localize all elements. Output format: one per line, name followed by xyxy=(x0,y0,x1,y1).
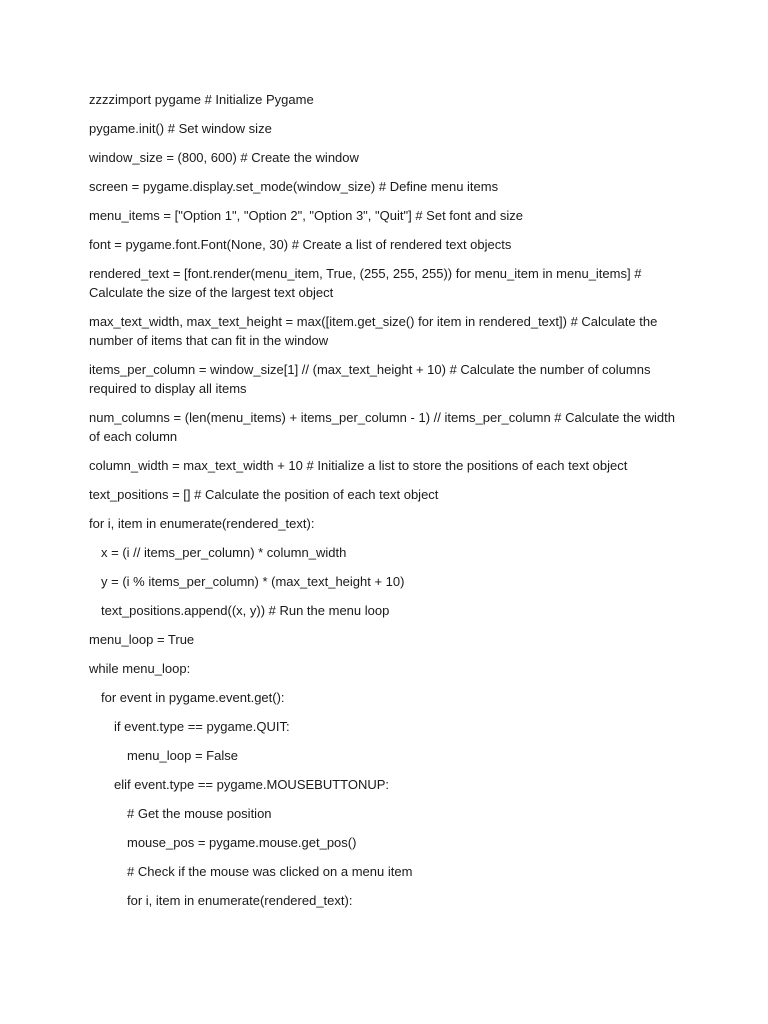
text-line: menu_items = ["Option 1", "Option 2", "Option 3", "Quit"] # Set font and size xyxy=(89,208,524,223)
text-line: # Check if the mouse was clicked on a menu item xyxy=(127,864,413,879)
text-line: # Get the mouse position xyxy=(127,806,272,821)
text-line: pygame.init() # Set window size xyxy=(89,121,272,136)
text-line: rendered_text = [font.render(menu_item, True, (255, 255, 255)) for menu_item in menu_items] # Calculate the size of the largest text object xyxy=(89,266,646,300)
text-line: max_text_width, max_text_height = max([item.get_size() for item in rendered_text]) # Calculate the number of items that can fit in the window xyxy=(89,314,661,348)
text-line: items_per_column = window_size[1] // (max_text_height + 10) # Calculate the number of columns required to display all items xyxy=(89,362,655,396)
text-line: num_columns = (len(menu_items) + items_per_column - 1) // items_per_column # Calculate the width of each column xyxy=(89,410,679,444)
text-line: window_size = (800, 600) # Create the window xyxy=(89,150,359,165)
text-line: mouse_pos = pygame.mouse.get_pos() xyxy=(127,835,357,850)
text-line: column_width = max_text_width + 10 # Initialize a list to store the positions of each text object xyxy=(89,458,628,473)
text-line: menu_loop = False xyxy=(127,748,238,763)
text-line: x = (i // items_per_column) * column_width xyxy=(101,545,347,560)
text-line: font = pygame.font.Font(None, 30) # Create a list of rendered text objects xyxy=(89,237,512,252)
document-body xyxy=(89,90,679,920)
text-line: if event.type == pygame.QUIT: xyxy=(114,719,290,734)
text-line: y = (i % items_per_column) * (max_text_height + 10) xyxy=(101,574,405,589)
text-line: screen = pygame.display.set_mode(window_size) # Define menu items xyxy=(89,179,499,194)
text-line: text_positions.append((x, y)) # Run the menu loop xyxy=(101,603,390,618)
text-line: for i, item in enumerate(rendered_text): xyxy=(127,893,353,908)
text-line: menu_loop = True xyxy=(89,632,195,647)
text-line: for i, item in enumerate(rendered_text): xyxy=(89,516,315,531)
text-line: for event in pygame.event.get(): xyxy=(101,690,285,705)
text-line: while menu_loop: xyxy=(89,661,191,676)
text-line: text_positions = [] # Calculate the position of each text object xyxy=(89,487,439,502)
text-line: zzzzimport pygame # Initialize Pygame xyxy=(89,92,314,107)
text-line: elif event.type == pygame.MOUSEBUTTONUP: xyxy=(114,777,390,792)
